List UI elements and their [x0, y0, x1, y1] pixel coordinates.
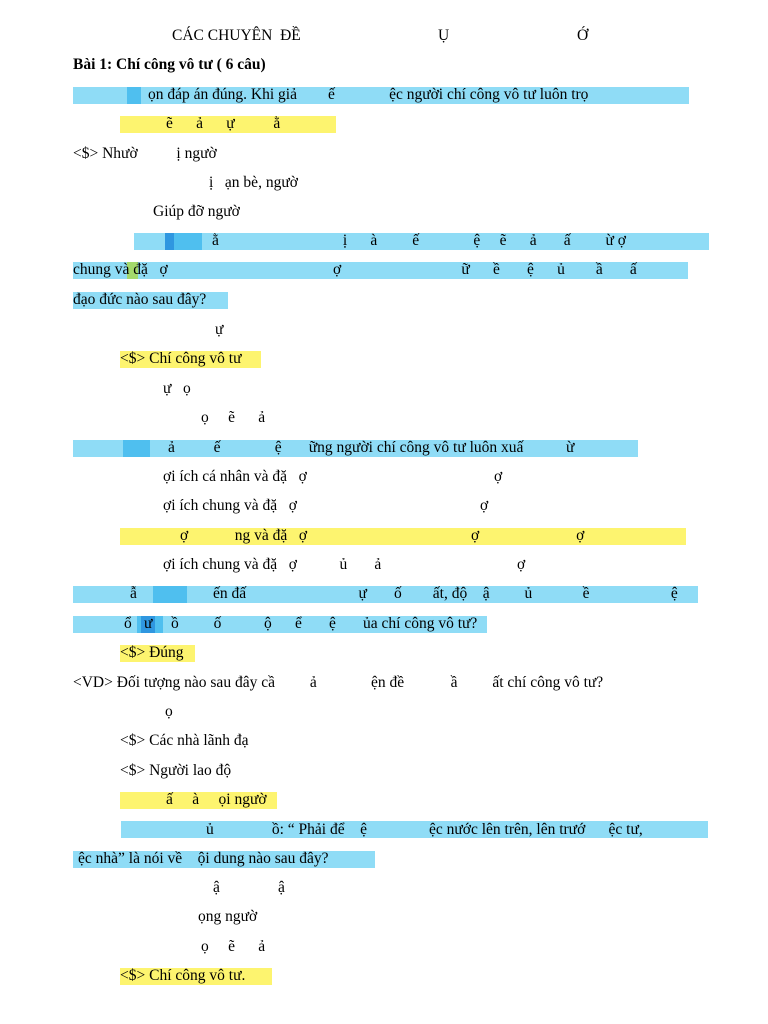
answer-option: ị ạn bè, ngườ	[209, 174, 298, 191]
answer-option: <$> Người lao độ	[120, 762, 232, 779]
answer-option: ọ	[165, 703, 173, 720]
answer-option: ự	[215, 321, 224, 338]
question-line: ẽ ả ự ằ	[166, 115, 281, 132]
question-line: chung và đặ ợ	[73, 261, 168, 278]
correct-answer: <$> Chí công vô tư.	[120, 967, 246, 984]
question-line: ợ ữ ề ệ ủ ầ ấ	[333, 261, 637, 278]
answer-option: ậ ậ	[213, 879, 285, 896]
highlight-bar	[127, 87, 141, 104]
answer-option: ợi ích chung và đặ ợ ủ ả	[163, 556, 382, 573]
question-line: ẫ	[130, 585, 137, 602]
correct-answer: <$> Chí công vô tư	[120, 350, 242, 367]
correct-answer: ấ à ọi ngườ	[166, 791, 267, 808]
question-line: ệc nhà” là nói về ội dung nào sau đây?	[78, 850, 329, 867]
highlight-bar	[165, 233, 174, 250]
correct-answer: ợ ợ	[471, 527, 585, 544]
question-line: <VD> Đối tượng nào sau đây cầ ả ện đề ầ ất chí công vô tư?	[73, 674, 604, 691]
document-title: CÁC CHUYÊN ĐỀ	[172, 27, 301, 44]
highlight-bar	[153, 586, 187, 603]
question-line: ư	[144, 615, 153, 632]
question-line: ọn đáp án đúng. Khi giả ế ệc người chí công vô tư luôn trọ	[148, 86, 589, 103]
question-line: ằ ị à ế ệ ẽ ả ấ ừ ợ	[212, 232, 626, 249]
question-line: ổ	[124, 615, 132, 632]
answer-option: ợi ích chung và đặ ợ	[163, 497, 297, 514]
question-line: ồ ố ộ ể ệ ủa chí công vô tư?	[171, 615, 478, 632]
answer-option: <$> Nhườ ị ngườ	[73, 145, 217, 162]
highlight-bar	[123, 440, 150, 457]
answer-option: ọ ẽ ả	[201, 938, 266, 955]
question-line: ến đấ ự ố ất, độ ậ ủ ề ệ	[213, 585, 678, 602]
answer-option: ợi ích cá nhân và đặ ợ	[163, 468, 307, 485]
answer-option: ợ	[494, 468, 503, 485]
answer-option: ự ọ	[163, 380, 191, 397]
section-heading: Bài 1: Chí công vô tư ( 6 câu)	[73, 56, 266, 73]
question-line: ủ ồ: “ Phải để ệ ệc nước lên trên, lên trướ ệc tư,	[206, 821, 643, 838]
answer-option: ọ ẽ ả	[201, 409, 266, 426]
correct-answer: ợ ng và đặ ợ	[180, 527, 308, 544]
answer-option: ọng ngườ	[198, 908, 258, 925]
answer-option: <$> Các nhà lãnh đạ	[120, 732, 249, 749]
question-line: ả ế ệ ững người chí công vô tư luôn xuấ ừ	[168, 439, 575, 456]
answer-option: ợ	[480, 497, 489, 514]
title-fragment: Ớ	[577, 27, 589, 44]
answer-option: Giúp đỡ ngườ	[153, 203, 240, 220]
title-fragment: Ụ	[438, 27, 450, 44]
correct-answer: <$> Đúng	[120, 644, 184, 661]
answer-option: ợ	[517, 556, 526, 573]
question-line: đạo đức nào sau đây?	[73, 291, 207, 308]
